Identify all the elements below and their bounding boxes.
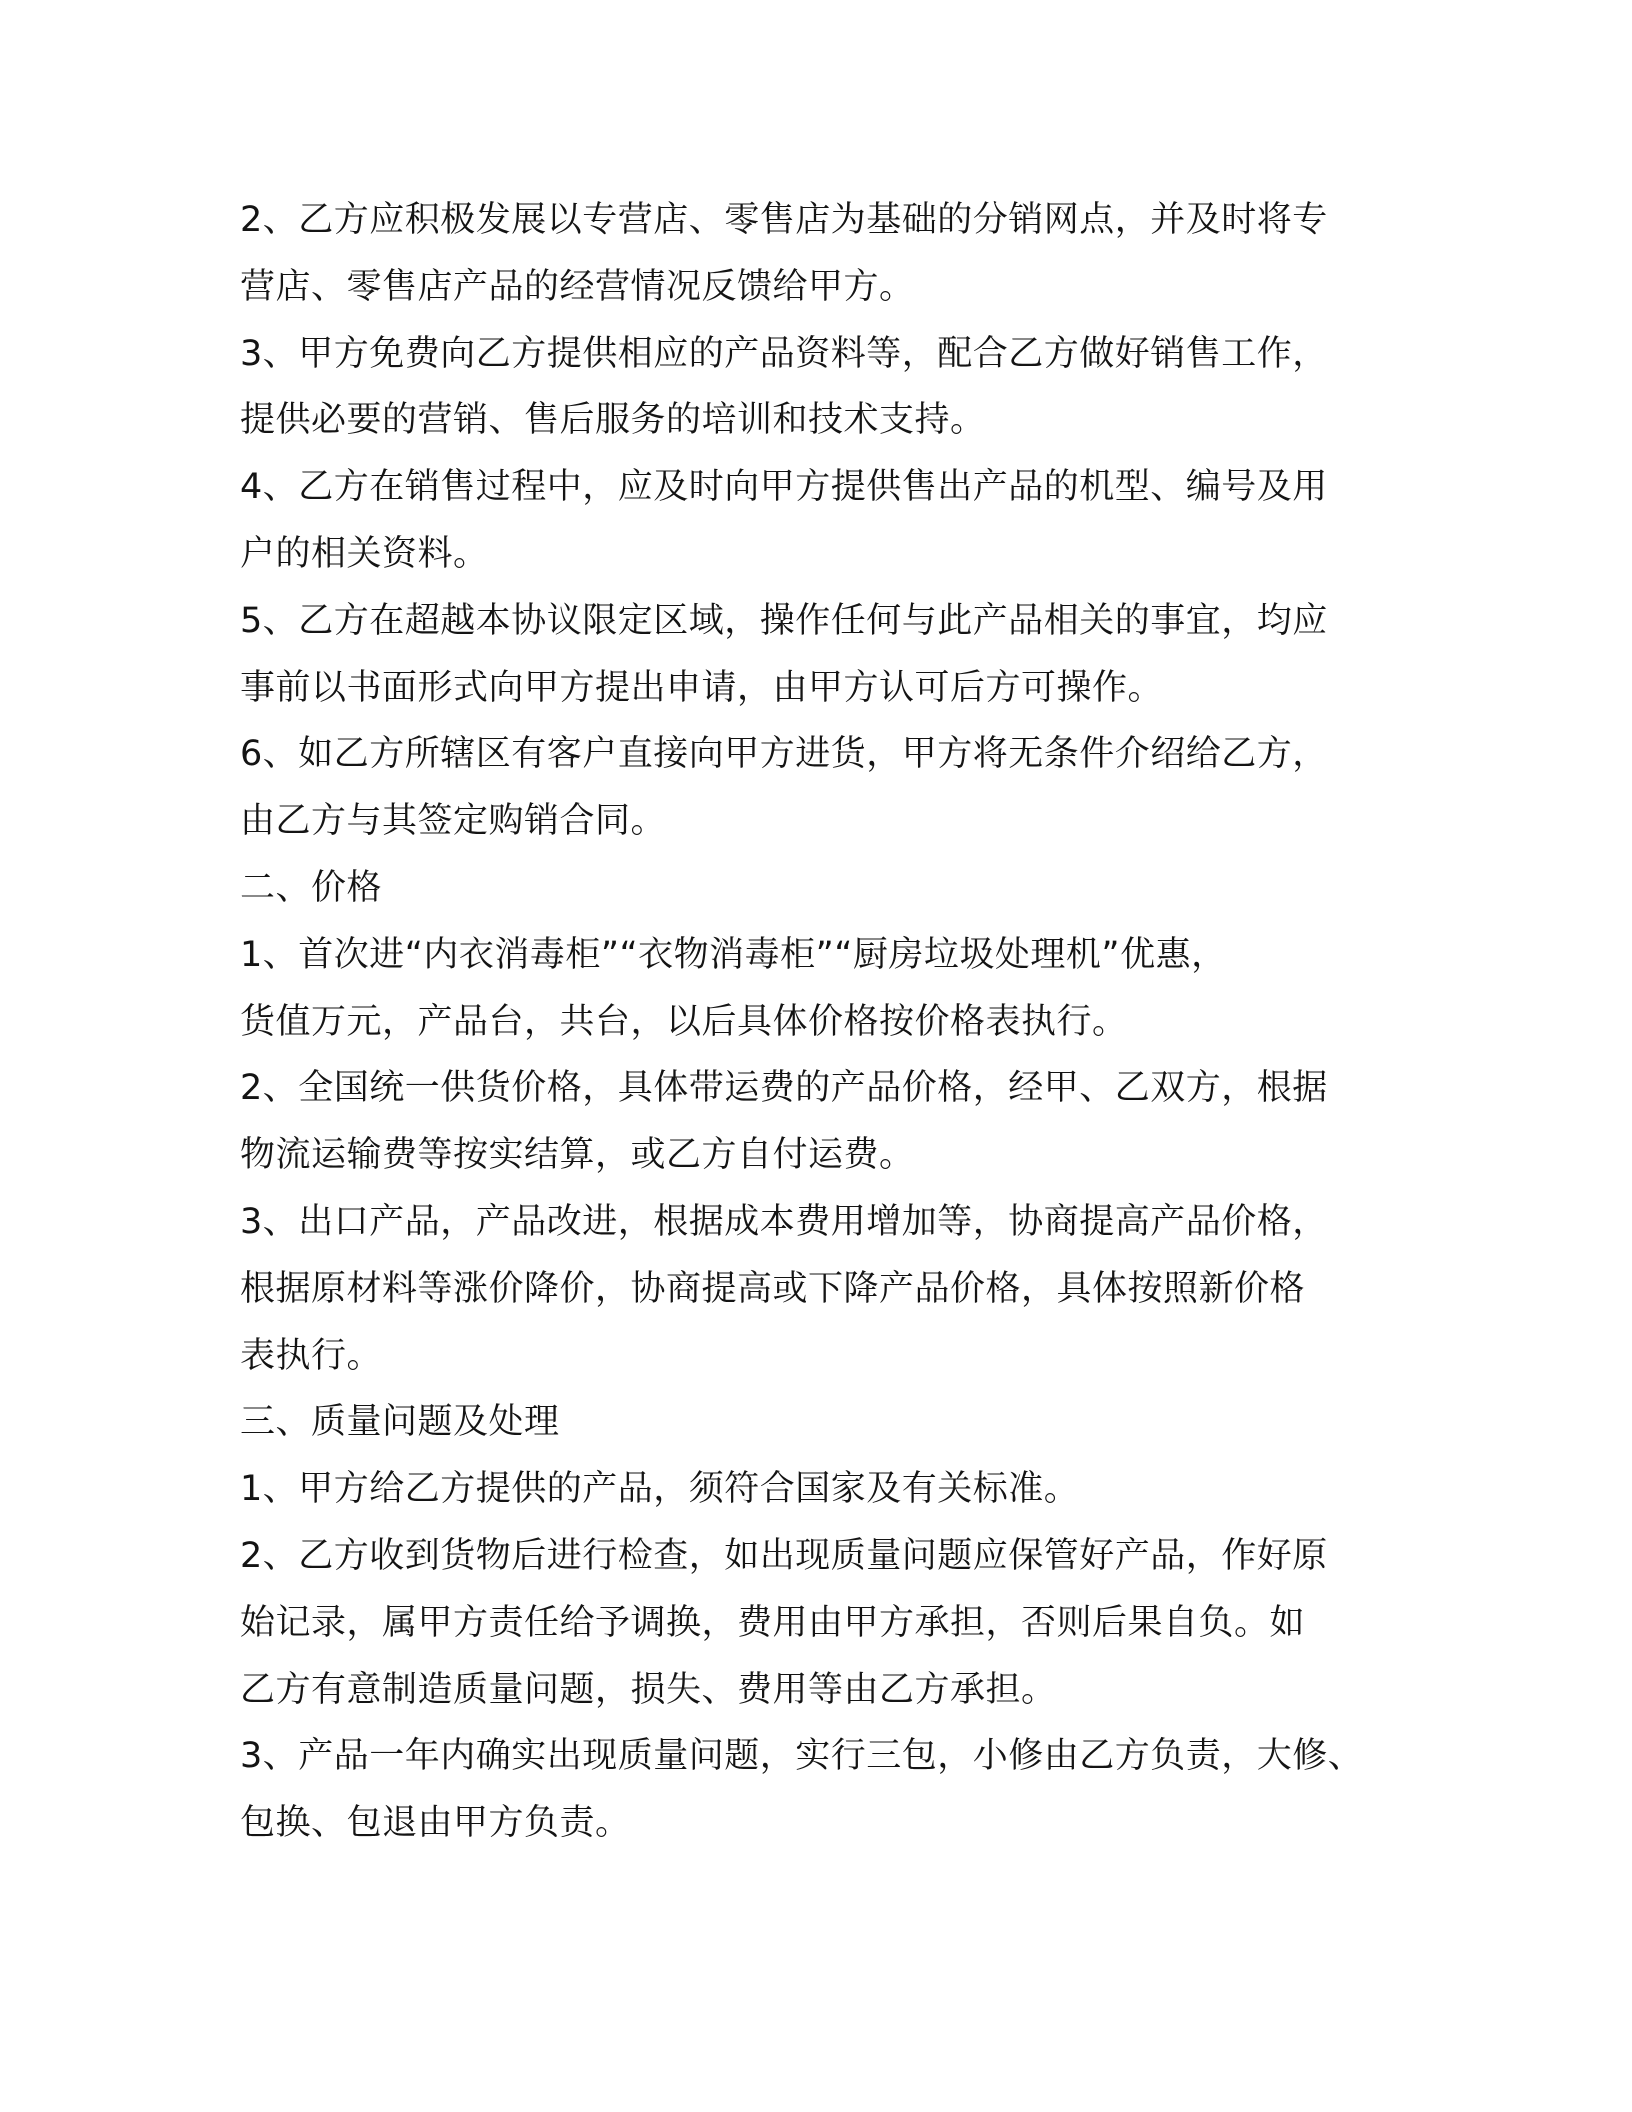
text-line: 提供必要的营销、售后服务的培训和技术支持。 [240, 400, 986, 441]
text-line: 6、如乙方所辖区有客户直接向甲方进货，甲方将无条件介绍给乙方， [240, 734, 1328, 775]
text-line: 货值万元，产品台，共台，以后具体价格按价格表执行。 [240, 1001, 1128, 1042]
text-line: 户的相关资料。 [240, 533, 489, 574]
text-line: 3、产品一年内确实出现质量问题，实行三包，小修由乙方负责，大修、 [240, 1736, 1364, 1777]
section-heading: 二、价格 [240, 867, 383, 908]
text-line: 包换、包退由甲方负责。 [240, 1803, 631, 1844]
document-body [240, 187, 1400, 1857]
text-line: 1、甲方给乙方提供的产品，须符合国家及有关标准。 [240, 1469, 1080, 1510]
text-line: 2、乙方应积极发展以专营店、零售店为基础的分销网点，并及时将专 [240, 200, 1328, 240]
text-line: 由乙方与其签定购销合同。 [240, 801, 667, 842]
section-heading: 三、质量问题及处理 [240, 1402, 560, 1443]
text-line: 物流运输费等按实结算，或乙方自付运费。 [240, 1135, 915, 1176]
text-line: 表执行。 [240, 1335, 383, 1376]
text-line: 根据原材料等涨价降价，协商提高或下降产品价格，具体按照新价格 [240, 1268, 1306, 1309]
text-line: 营店、零售店产品的经营情况反馈给甲方。 [240, 266, 915, 307]
text-line: 4、乙方在销售过程中，应及时向甲方提供售出产品的机型、编号及用 [240, 467, 1328, 508]
text-line: 2、全国统一供货价格，具体带运费的产品价格，经甲、乙双方，根据 [240, 1068, 1328, 1109]
text-line: 始记录，属甲方责任给予调换，费用由甲方承担，否则后果自负。如 [240, 1602, 1306, 1643]
text-line: 5、乙方在超越本协议限定区域，操作任何与此产品相关的事宜，均应 [240, 600, 1328, 641]
text-line: 事前以书面形式向甲方提出申请，由甲方认可后方可操作。 [240, 667, 1164, 708]
text-line: 乙方有意制造质量问题，损失、费用等由乙方承担。 [240, 1669, 1057, 1710]
text-line: 3、出口产品，产品改进，根据成本费用增加等，协商提高产品价格， [240, 1201, 1328, 1242]
text-line: 3、甲方免费向乙方提供相应的产品资料等，配合乙方做好销售工作， [240, 333, 1328, 374]
text-line: 2、乙方收到货物后进行检查，如出现质量问题应保管好产品，作好原 [240, 1535, 1328, 1576]
text-line: 1、首次进“内衣消毒柜”“衣物消毒柜”“厨房垃圾处理机”优惠， [240, 934, 1227, 975]
